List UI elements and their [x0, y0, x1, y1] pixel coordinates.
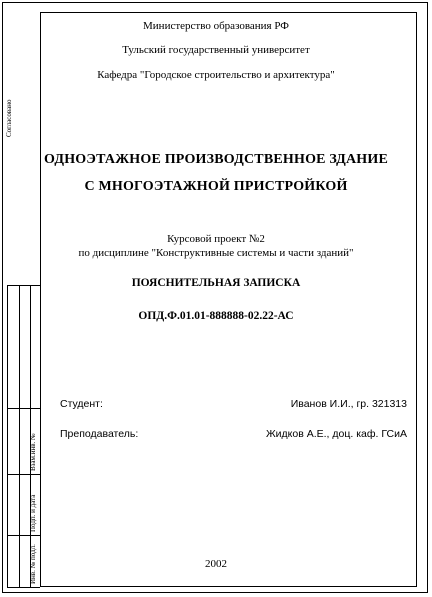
student-value: Иванов И.И., гр. 321313 [290, 398, 407, 410]
university-line: Тульский государственный университет [122, 44, 310, 56]
project-name: Курсовой проект №2 [167, 233, 265, 245]
teacher-value: Жидков А.Е., доц. каф. ГСиА [265, 428, 407, 440]
document-frame [40, 12, 417, 587]
stamp-inv-orig: Инв. № подл. [29, 544, 37, 584]
stamp-agreed: Согласовано [5, 99, 13, 137]
teacher-label: Преподаватель: [60, 428, 139, 440]
stamp-replaced-inv: Взам.инв. № [29, 433, 37, 471]
document-title-line-1: ОДНОЭТАЖНОЕ ПРОИЗВОДСТВЕННОЕ ЗДАНИЕ [43, 152, 389, 167]
stamp-divider [19, 286, 20, 587]
project-discipline: по дисциплине "Конструктивные системы и части зданий" [78, 247, 354, 259]
document-year: 2002 [205, 558, 227, 570]
document-type: ПОЯСНИТЕЛЬНАЯ ЗАПИСКА [131, 277, 301, 289]
stamp-divider [8, 535, 40, 536]
document-code: ОПД.Ф.01.01-888888-02.22-АС [138, 310, 294, 322]
document-title-line-2: С МНОГОЭТАЖНОЙ ПРИСТРОЙКОЙ [84, 179, 348, 194]
stamp-divider [8, 408, 40, 409]
department-line: Кафедра "Городское строительство и архитектура" [97, 69, 335, 81]
ministry-line: Министерство образования РФ [143, 20, 289, 32]
stamp-sign-date: Подп. и дата [29, 494, 37, 532]
stamp-divider [8, 474, 40, 475]
student-label: Студент: [60, 398, 103, 410]
